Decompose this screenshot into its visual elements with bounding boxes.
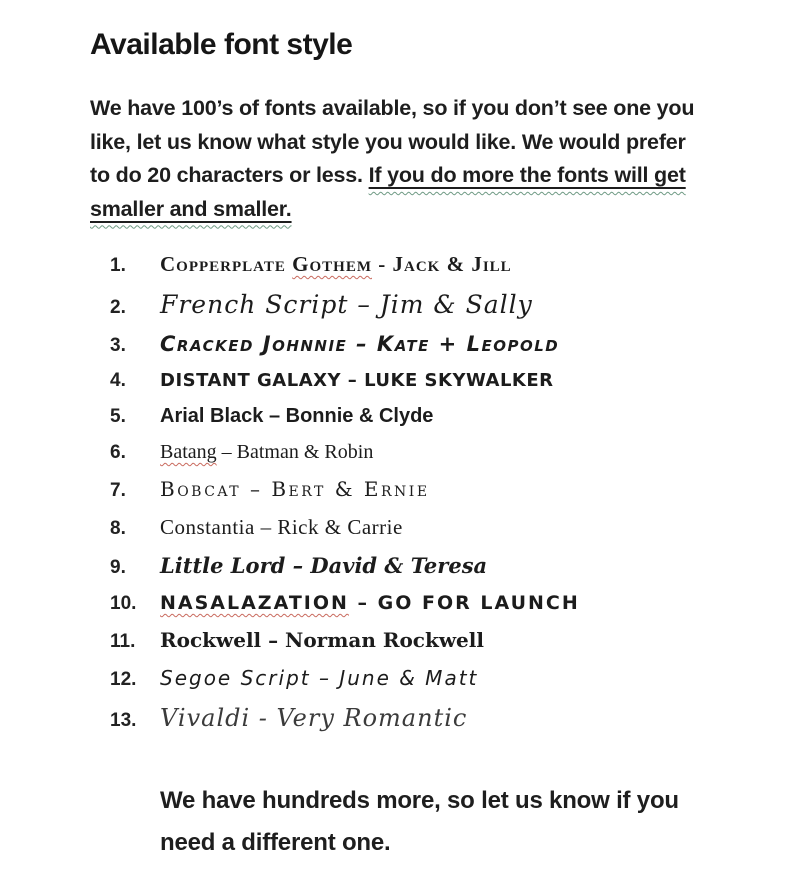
misspelled-word: Gothem [292, 252, 372, 276]
font-sample-batang: Batang – Batman & Robin [160, 441, 374, 463]
font-sample-french-script: French Script – Jim & Sally [160, 290, 533, 319]
list-item-number: 10. [110, 593, 137, 614]
list-item-copperplate [110, 252, 708, 277]
font-sample-vivaldi: Vivaldi - Very Romantic [160, 704, 468, 732]
list-item-segoe-script [110, 666, 708, 691]
misspelled-word: Batang [160, 441, 217, 463]
list-item-number: 2. [110, 297, 126, 318]
list-item-number: 11. [110, 631, 136, 652]
font-sample-segoe-script: Segoe Script – June & Matt [160, 666, 479, 690]
list-item-number: 4. [110, 370, 126, 391]
list-item-number: 7. [110, 480, 126, 501]
intro-text: We have 100’s of fonts available, so if you don’t see one you like, let us know what style you would like. We would prefer to do 20 characters or less. [90, 96, 695, 187]
font-sample-bobcat: Bobcat – Bert & Ernie [160, 477, 430, 501]
misspelled-word: NASALAZATION [160, 592, 349, 614]
list-item-little-lord [110, 553, 708, 579]
list-item-batang [110, 441, 708, 464]
font-sample-nasalazation: NASALAZATION – GO FOR LAUNCH [160, 592, 580, 614]
intro-paragraph [90, 92, 706, 226]
list-item-number: 6. [110, 442, 126, 463]
list-item-number: 13. [110, 710, 137, 731]
grammar-squiggle-text: If you do more the fonts will get smaller and smaller. [90, 163, 686, 221]
list-item-french-script [110, 290, 708, 319]
list-item-nasalazation [110, 592, 708, 615]
page-title: Available font style [90, 28, 353, 61]
list-item-number: 9. [110, 557, 126, 578]
list-item-vivaldi [110, 704, 708, 732]
font-sample-cracked-johnnie: Cracked Johnnie – Kate + Leopold [160, 332, 560, 356]
font-list [110, 252, 708, 732]
list-item-rockwell [110, 628, 708, 653]
list-item-number: 8. [110, 518, 126, 539]
font-sample-distant-galaxy: DISTANT GALAXY – LUKE SKYWALKER [160, 370, 554, 391]
list-item-arial-black [110, 405, 708, 428]
list-item-number: 1. [110, 255, 126, 276]
list-item-cracked-johnnie [110, 332, 708, 357]
font-sample-constantia: Constantia – Rick & Carrie [160, 515, 403, 539]
font-sample-arial-black: Arial Black – Bonnie & Clyde [160, 405, 434, 427]
closing-paragraph: We have hundreds more, so let us know if you need a different one. [160, 787, 679, 856]
font-sample-little-lord: Little Lord – David & Teresa [160, 553, 488, 578]
list-item-distant-galaxy [110, 370, 708, 392]
font-sample-rockwell: Rockwell – Norman Rockwell [160, 628, 484, 652]
list-item-number: 12. [110, 669, 137, 690]
list-item-bobcat [110, 477, 708, 502]
list-item-constantia [110, 515, 708, 540]
list-item-number: 3. [110, 335, 126, 356]
list-item-number: 5. [110, 406, 126, 427]
font-sample-copperplate: Copperplate Gothem - Jack & Jill [160, 252, 512, 276]
